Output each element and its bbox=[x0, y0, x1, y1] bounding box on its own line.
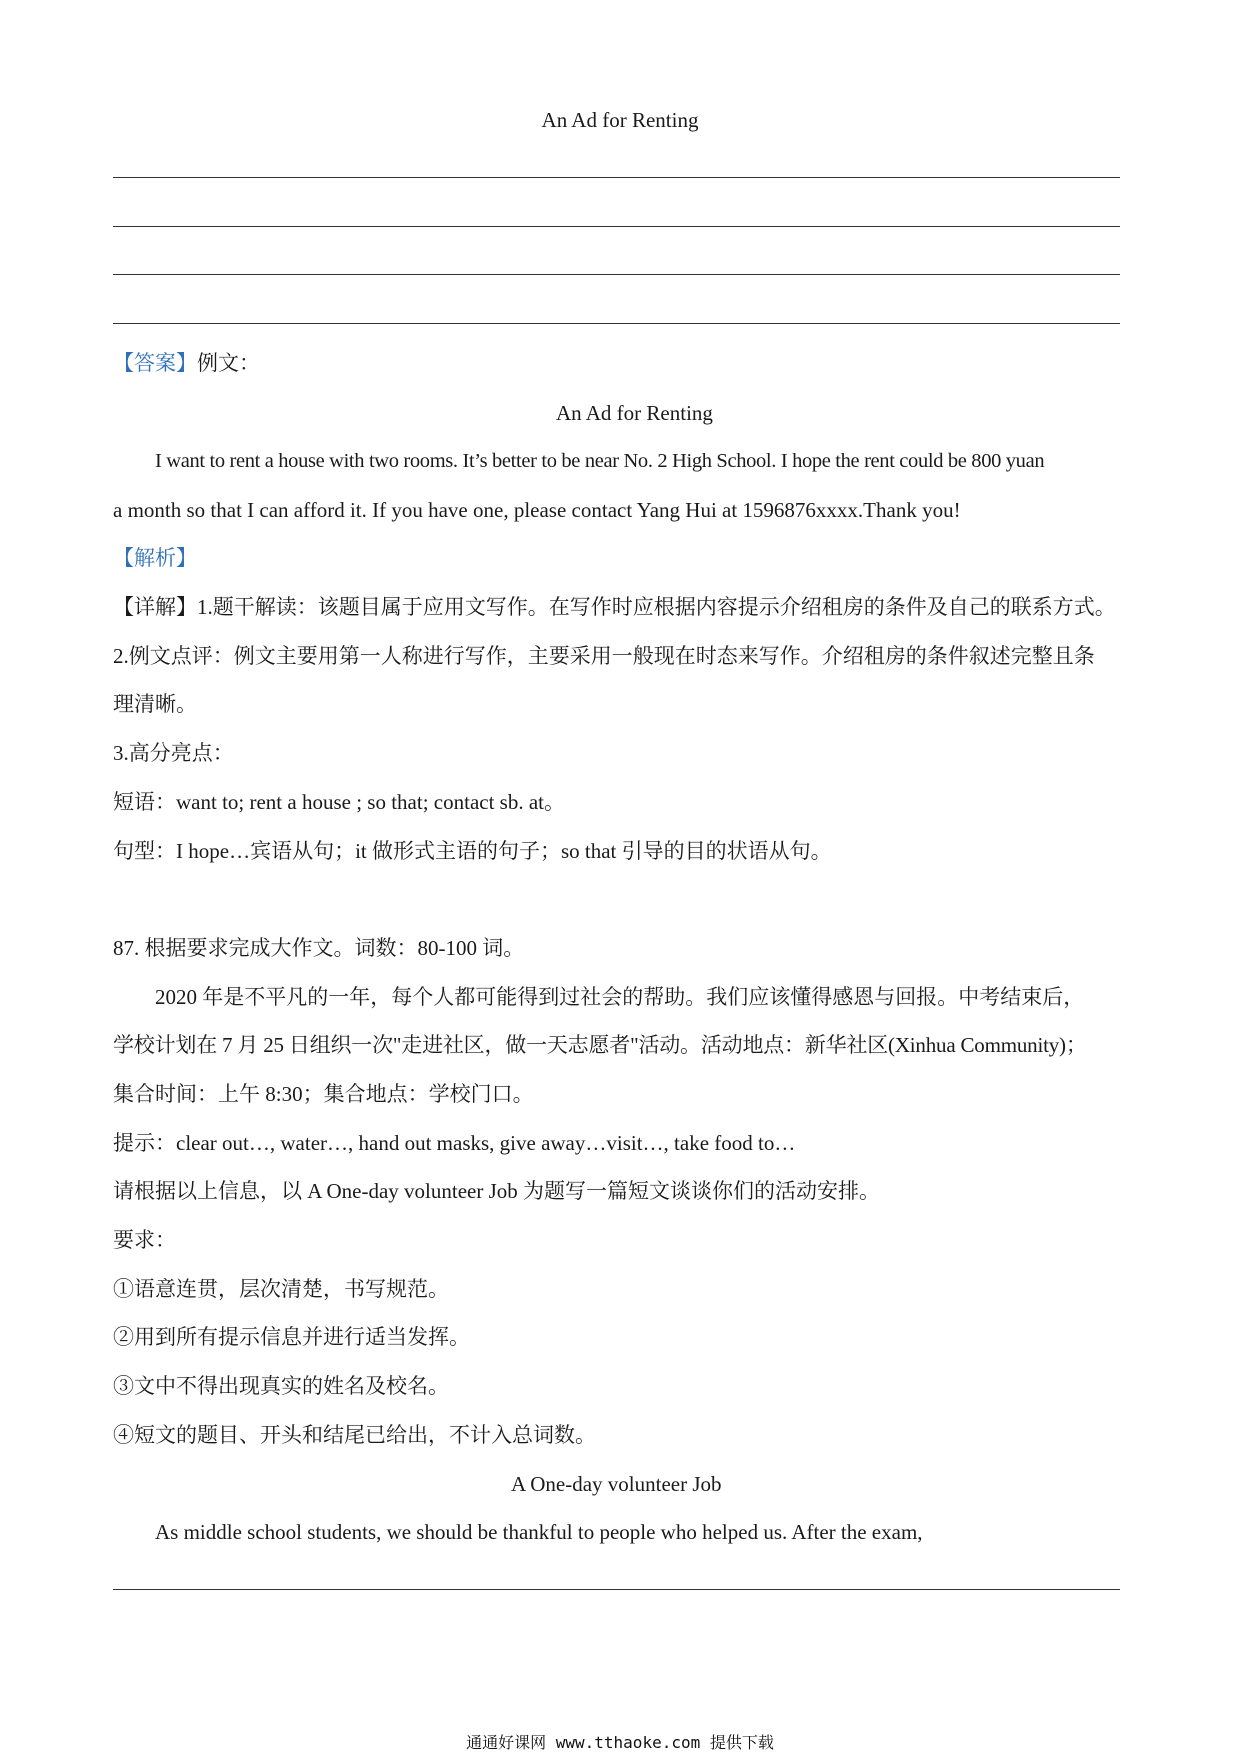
question-87-prompt: 87. 根据要求完成大作文。词数：80-100 词。 bbox=[113, 936, 525, 960]
essay-opening: As middle school students, we should be thankful to people who helped us. After the exam, bbox=[155, 1520, 923, 1544]
answer-line bbox=[113, 1589, 1120, 1590]
analysis-point-2-cont: 理清晰。 bbox=[113, 692, 197, 716]
requirements-label: 要求： bbox=[113, 1228, 176, 1252]
answer-label: 例文： bbox=[197, 351, 260, 375]
analysis-tag: 【解析】 bbox=[113, 546, 197, 570]
answer-line bbox=[113, 323, 1120, 324]
answer-line bbox=[113, 177, 1120, 178]
analysis-sentences: 句型：I hope…宾语从句；it 做形式主语的句子；so that 引导的目的状语从句。 bbox=[113, 839, 832, 863]
requirement-item: ③文中不得出现真实的姓名及校名。 bbox=[113, 1374, 449, 1398]
analysis-point-2: 2.例文点评：例文主要用第一人称进行写作，主要采用一般现在时态来写作。介绍租房的条件叙述完整且条 bbox=[113, 644, 1095, 668]
question-87-paragraph: 2020 年是不平凡的一年，每个人都可能得到过社会的帮助。我们应该懂得感恩与回报。中考结束后， bbox=[155, 985, 1085, 1009]
requirement-item: ④短文的题目、开头和结尾已给出，不计入总词数。 bbox=[113, 1423, 596, 1447]
analysis-point-3: 3.高分亮点： bbox=[113, 741, 234, 765]
answer-heading bbox=[113, 349, 260, 377]
analysis-detail: 【详解】1.题干解读：该题目属于应用文写作。在写作时应根据内容提示介绍租房的条件及自己的联系方式。 bbox=[113, 595, 1116, 619]
sample-essay-title: An Ad for Renting bbox=[556, 401, 713, 425]
requirement-item: ②用到所有提示信息并进行适当发挥。 bbox=[113, 1325, 470, 1349]
requirement-item: ①语意连贯，层次清楚，书写规范。 bbox=[113, 1277, 449, 1301]
sample-essay-line: I want to rent a house with two rooms. It’s better to be near No. 2 High School. I hope the rent could be 800 yuan bbox=[155, 450, 1045, 472]
question-87-instruction: 请根据以上信息，以 A One-day volunteer Job 为题写一篇短文谈谈你们的活动安排。 bbox=[113, 1179, 881, 1203]
question-87-paragraph: 学校计划在 7 月 25 日组织一次"走进社区，做一天志愿者"活动。活动地点：新华社区(Xinhua Community)； bbox=[113, 1033, 1087, 1057]
question-87-paragraph: 集合时间：上午 8:30；集合地点：学校门口。 bbox=[113, 1082, 534, 1106]
analysis-phrases: 短语：want to; rent a house ; so that; contact sb. at。 bbox=[113, 790, 565, 814]
answer-tag: 【答案】 bbox=[113, 351, 197, 375]
writing-title: An Ad for Renting bbox=[541, 108, 699, 132]
footer-credit: 通通好课网 www.tthaoke.com 提供下载 bbox=[466, 1733, 774, 1752]
detail-tag: 【详解】 bbox=[113, 595, 197, 619]
answer-line bbox=[113, 226, 1120, 227]
answer-line bbox=[113, 274, 1120, 275]
sample-essay-line: a month so that I can afford it. If you have one, please contact Yang Hui at 1596876xxxx.Thank you! bbox=[113, 498, 961, 522]
essay-title: A One-day volunteer Job bbox=[511, 1472, 722, 1496]
question-87-hints: 提示：clear out…, water…, hand out masks, give away…visit…, take food to… bbox=[113, 1131, 796, 1155]
